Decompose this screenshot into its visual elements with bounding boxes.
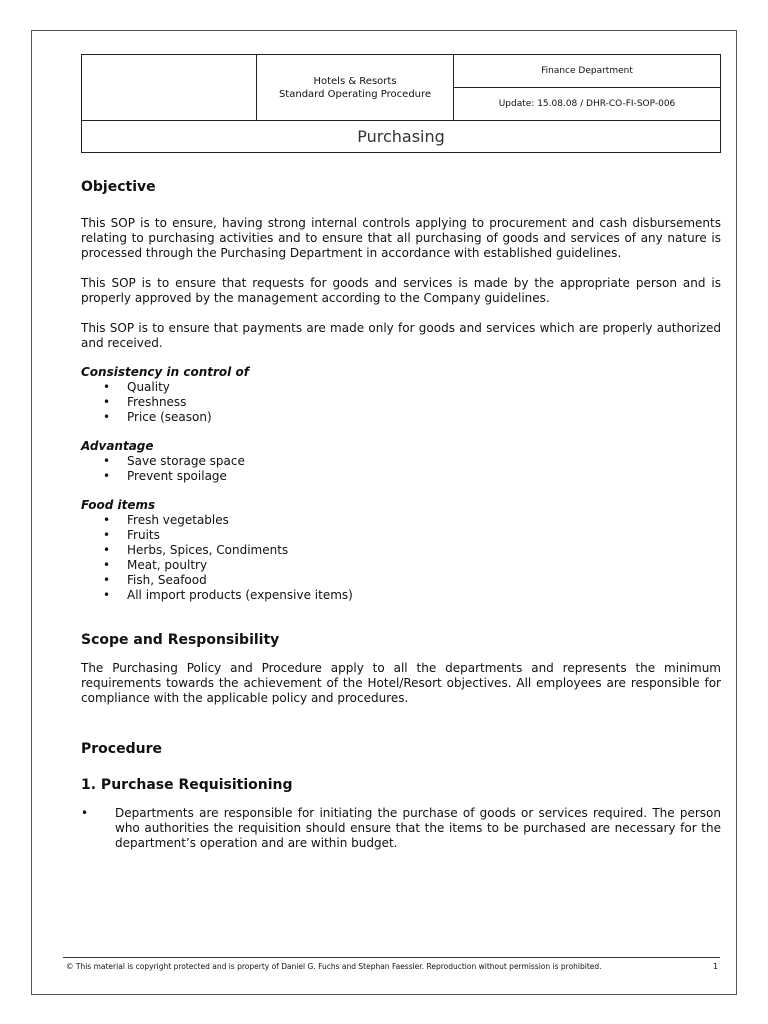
copyright-notice: © This material is copyright protected and is property of Daniel G. Fuchs and Stephan Faessler. Reproduction without permission is prohibited. xyxy=(66,962,602,971)
list-item: • Herbs, Spices, Condiments xyxy=(103,543,289,557)
list-item: • Fresh vegetables xyxy=(103,513,229,527)
advantage-heading: Advantage xyxy=(81,439,154,453)
procedure-heading: Procedure xyxy=(81,741,162,757)
document-title: Purchasing xyxy=(82,120,720,152)
document-header xyxy=(81,54,721,153)
org-cell xyxy=(257,55,454,120)
list-item: • Fruits xyxy=(103,528,160,542)
objective-paragraph-2: This SOP is to ensure that requests for goods and services is made by the appropriate person and is properly approved by the management according to the Company guidelines. xyxy=(81,276,721,305)
org-name: Hotels & Resorts xyxy=(313,75,397,87)
procedure-item: • Departments are responsible for initiating the purchase of goods or services required. The person who authorities the requisition should ensure that the items to be purchased are necessary for the department’s operation and are within budget. xyxy=(81,806,721,850)
purchase-requisitioning-heading: 1. Purchase Requisitioning xyxy=(81,777,293,793)
list-item: • All import products (expensive items) xyxy=(103,588,353,602)
food-items-list xyxy=(81,513,721,603)
food-items-heading: Food items xyxy=(81,498,156,512)
list-item: • Price (season) xyxy=(103,410,212,424)
footer-divider xyxy=(63,957,720,958)
procedure-item-text: Departments are responsible for initiating the purchase of goods or services required. The person who authorities the requisition should ensure that the items to be purchased are necessary for the department’s operation and are within budget. xyxy=(115,806,721,850)
logo-cell xyxy=(82,55,257,120)
consistency-heading: Consistency in control of xyxy=(81,365,249,379)
list-item: • Prevent spoilage xyxy=(103,469,227,483)
list-item: • Freshness xyxy=(103,395,187,409)
scope-paragraph: The Purchasing Policy and Procedure apply to all the departments and represents the minimum requirements towards the achievement of the Hotel/Resort objectives. All employees are responsible for compliance with the applicable policy and procedures. xyxy=(81,661,721,705)
list-item: • Save storage space xyxy=(103,454,245,468)
list-item: • Meat, poultry xyxy=(103,558,208,572)
objective-heading: Objective xyxy=(81,179,156,195)
list-item: • Fish, Seafood xyxy=(103,573,207,587)
department-cell: Finance Department xyxy=(454,55,720,88)
page-number: 1 xyxy=(713,962,719,971)
objective-paragraph-1: This SOP is to ensure, having strong internal controls applying to procurement and cash disbursements relating to purchasing activities and to ensure that all purchasing of goods and services of any nature is processed through the Purchasing Department in accordance with established guidelines. xyxy=(81,216,721,260)
advantage-list xyxy=(81,454,721,484)
scope-heading: Scope and Responsibility xyxy=(81,632,280,648)
document-body xyxy=(81,178,721,851)
list-item: • Quality xyxy=(103,380,170,394)
update-cell: Update: 15.08.08 / DHR-CO-FI-SOP-006 xyxy=(498,99,676,109)
consistency-list xyxy=(81,380,721,425)
doc-type: Standard Operating Procedure xyxy=(278,88,432,100)
objective-paragraph-3: This SOP is to ensure that payments are made only for goods and services which are properly authorized and received. xyxy=(81,321,721,350)
